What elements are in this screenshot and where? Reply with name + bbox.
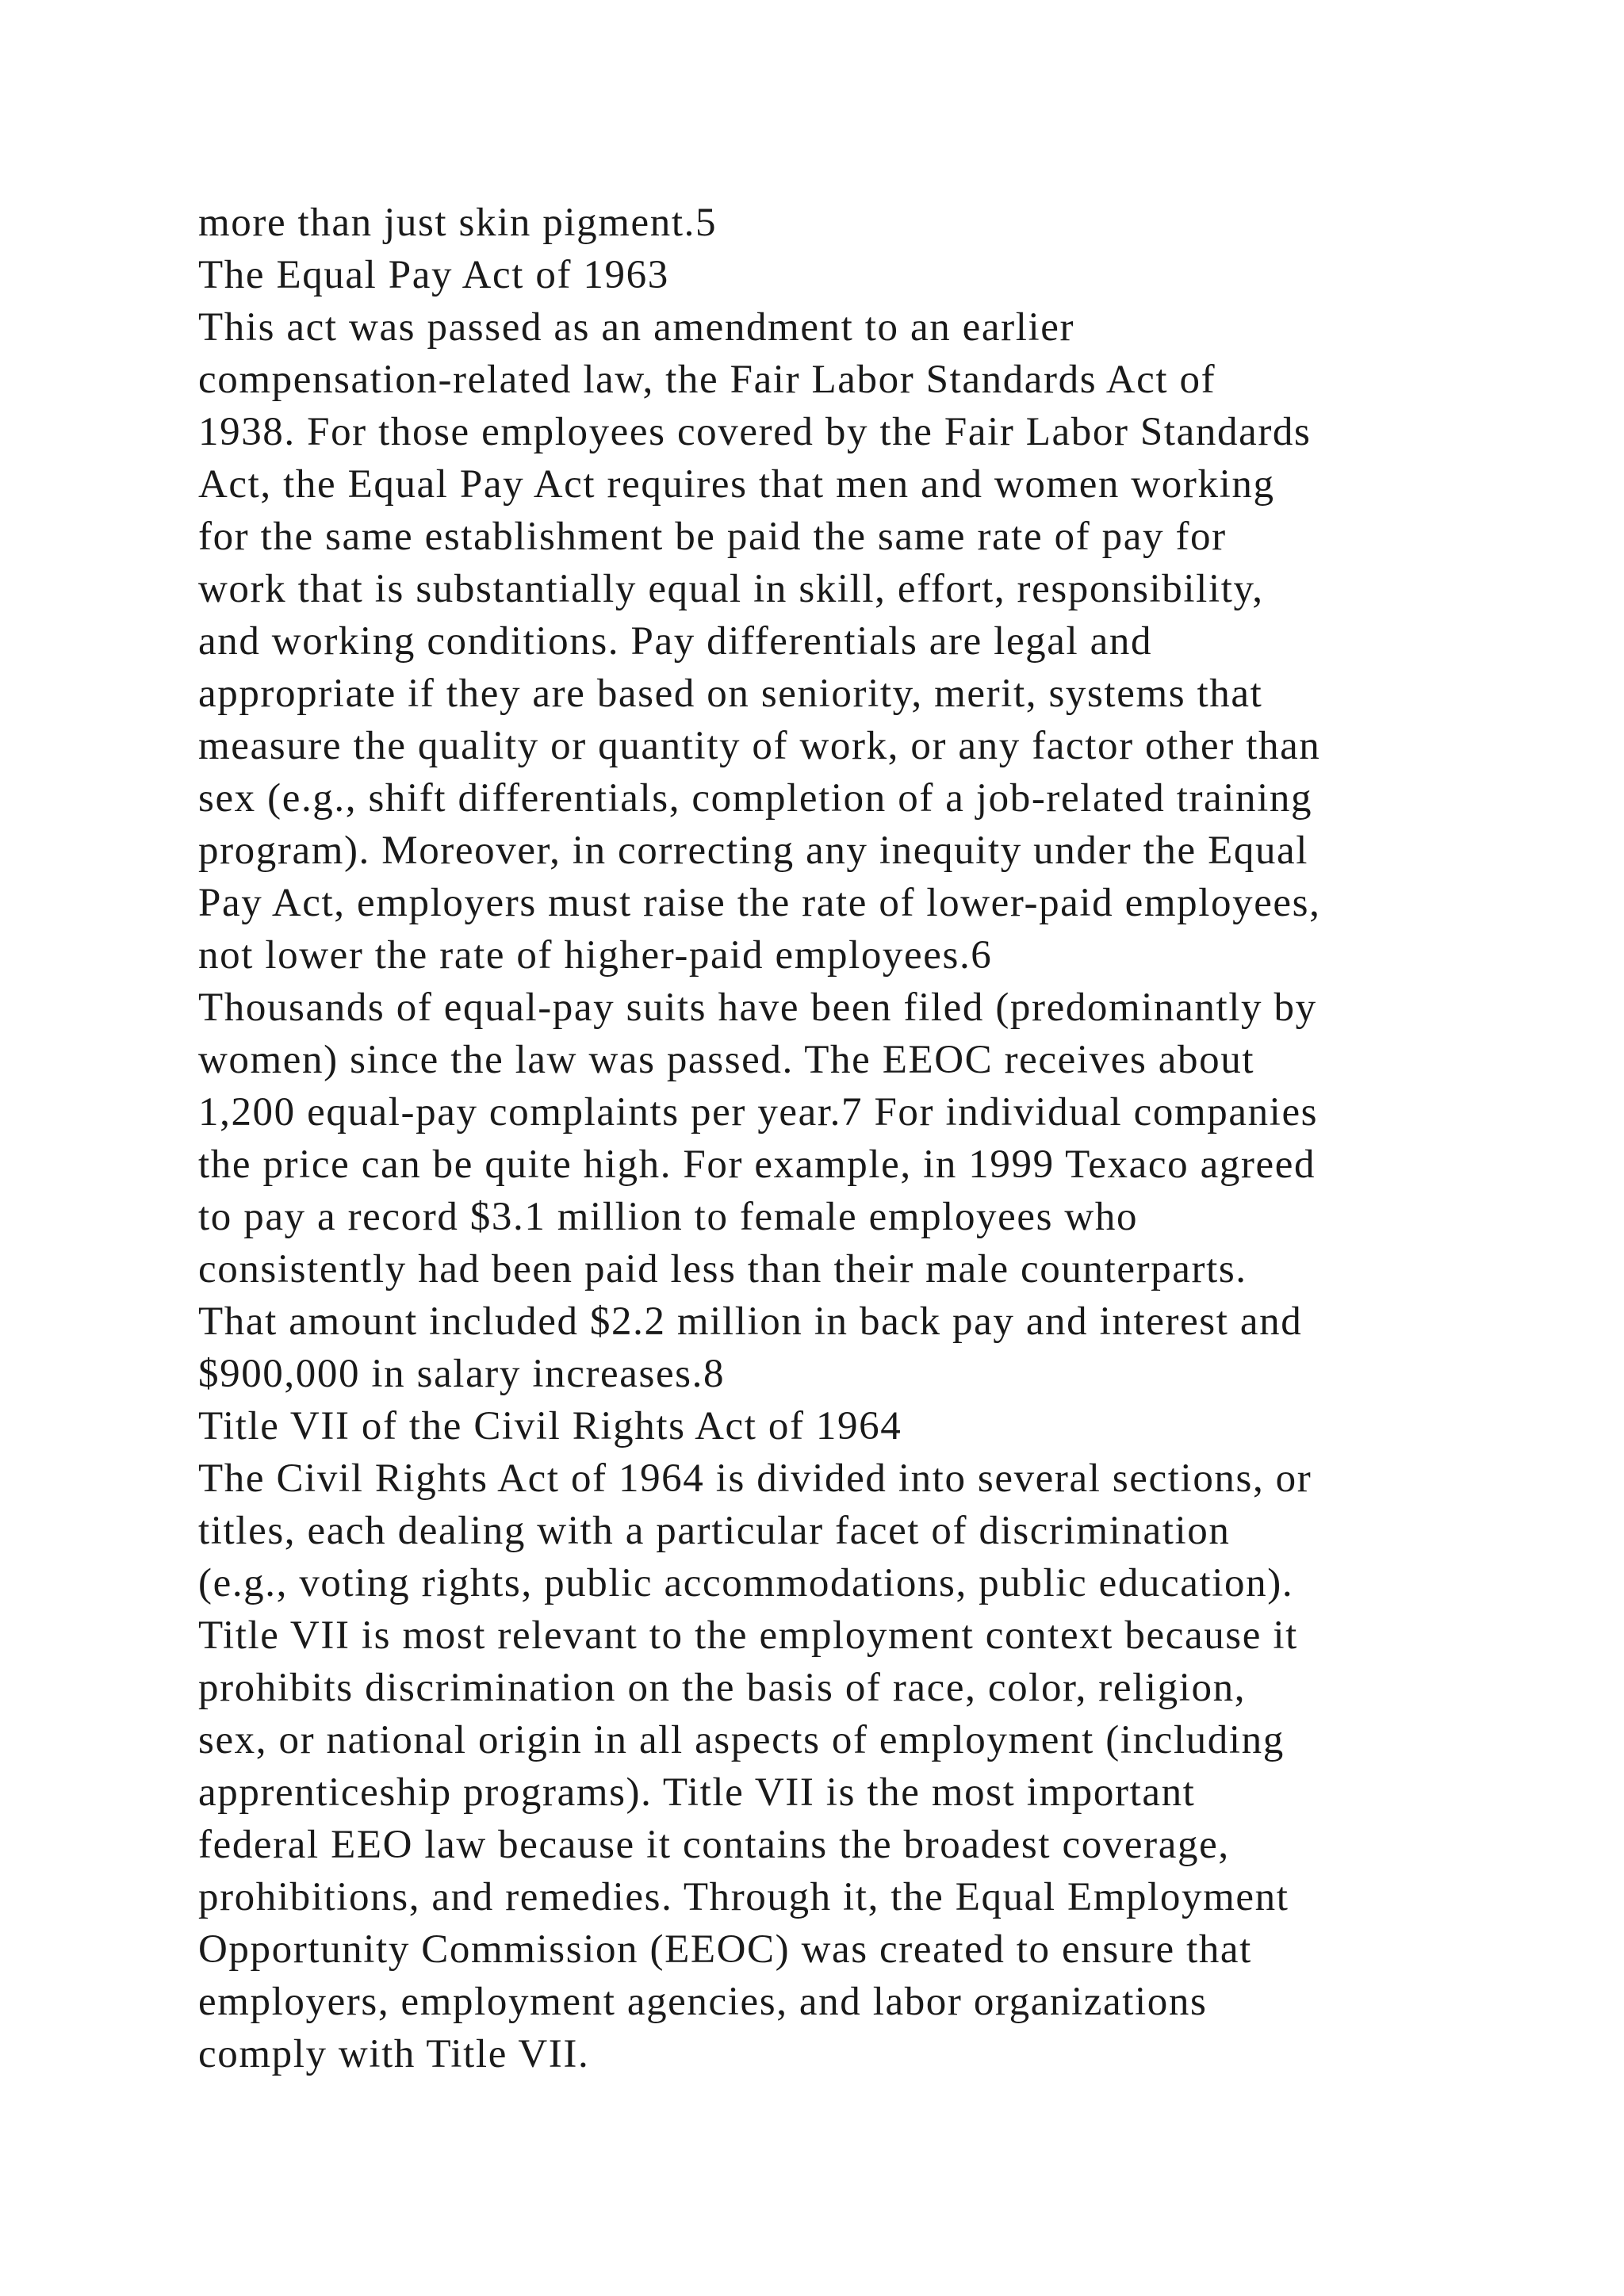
text-line: program). Moreover, in correcting any inequity under the Equal [198, 828, 1309, 873]
text-line: measure the quality or quantity of work, or any factor other than [198, 724, 1321, 768]
text-line: consistently had been paid less than their male counterparts. [198, 1247, 1247, 1292]
text-line: comply with Title VII. [198, 2032, 590, 2076]
text-line: compensation-related law, the Fair Labor Standards Act of [198, 358, 1216, 402]
text-line: not lower the rate of higher-paid employees.6 [198, 933, 993, 978]
text-line: employers, employment agencies, and labor organizations [198, 1980, 1208, 2024]
text-line: to pay a record $3.1 million to female employees who [198, 1195, 1139, 1239]
text-line: sex, or national origin in all aspects of employment (including [198, 1718, 1285, 1762]
text-line: Pay Act, employers must raise the rate of lower-paid employees, [198, 881, 1321, 925]
text-line: (e.g., voting rights, public accommodations, public education). [198, 1561, 1294, 1605]
text-line: federal EEO law because it contains the broadest coverage, [198, 1823, 1230, 1867]
text-line: titles, each dealing with a particular facet of discrimination [198, 1509, 1231, 1553]
section-heading-equal-pay-act: The Equal Pay Act of 1963 [198, 253, 669, 297]
text-line: women) since the law was passed. The EEOC receives about [198, 1038, 1255, 1082]
text-line: the price can be quite high. For example, in 1999 Texaco agreed [198, 1142, 1316, 1187]
text-line: for the same establishment be paid the same rate of pay for [198, 515, 1227, 559]
text-line: $900,000 in salary increases.8 [198, 1352, 726, 1396]
text-line: Thousands of equal-pay suits have been filed (predominantly by [198, 985, 1317, 1030]
text-line: Title VII is most relevant to the employment context because it [198, 1613, 1298, 1658]
section-heading-title-vii: Title VII of the Civil Rights Act of 1964 [198, 1404, 902, 1448]
text-line: Opportunity Commission (EEOC) was created to ensure that [198, 1927, 1252, 1972]
text-line: The Civil Rights Act of 1964 is divided into several sections, or [198, 1456, 1312, 1501]
text-line: Act, the Equal Pay Act requires that men and women working [198, 462, 1275, 507]
text-line: sex (e.g., shift differentials, completion of a job-related training [198, 776, 1313, 821]
text-line: appropriate if they are based on seniority, merit, systems that [198, 672, 1263, 716]
text-line: prohibitions, and remedies. Through it, the Equal Employment [198, 1875, 1289, 1919]
text-line: prohibits discrimination on the basis of race, color, religion, [198, 1666, 1247, 1710]
text-line: work that is substantially equal in skill, effort, responsibility, [198, 567, 1264, 611]
text-line: 1938. For those employees covered by the Fair Labor Standards [198, 410, 1312, 454]
document-page [198, 197, 1546, 2080]
text-line: That amount included $2.2 million in back pay and interest and [198, 1299, 1303, 1344]
text-line: 1,200 equal-pay complaints per year.7 For individual companies [198, 1090, 1319, 1135]
text-line: apprenticeship programs). Title VII is the most important [198, 1770, 1196, 1815]
text-line: and working conditions. Pay differentials are legal and [198, 619, 1153, 664]
text-line: more than just skin pigment.5 [198, 201, 718, 245]
text-line: This act was passed as an amendment to an earlier [198, 305, 1075, 350]
